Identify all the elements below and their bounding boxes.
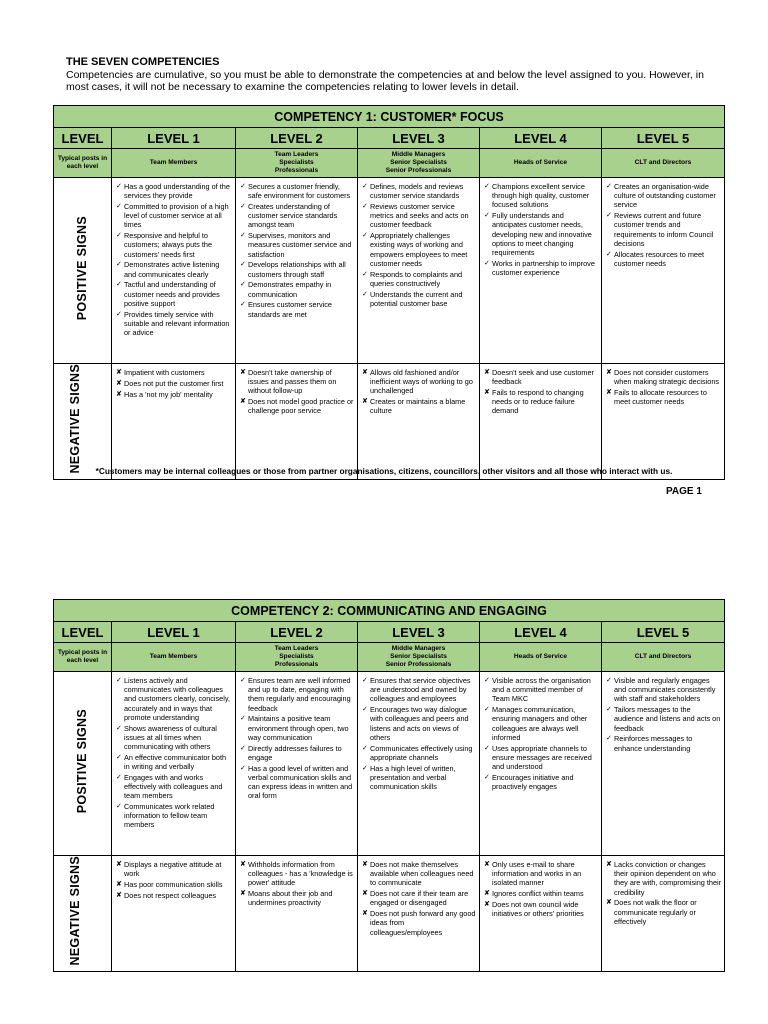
level-1-header: LEVEL 1 bbox=[112, 622, 236, 643]
positive-sign-item bbox=[606, 676, 721, 704]
positive-sign-item bbox=[484, 744, 598, 772]
level-3-header: LEVEL 3 bbox=[358, 128, 480, 149]
check-icon: ✓ bbox=[240, 764, 246, 772]
item-text: Listens actively and communicates with colleagues and customers clearly, concisely, accurately and in ways that promote understanding bbox=[124, 676, 230, 722]
item-text: Has poor communication skills bbox=[124, 880, 223, 889]
negative-sign-item bbox=[362, 397, 476, 415]
positive-sign-item bbox=[484, 705, 598, 742]
item-text: Demonstrates active listening and communicates clearly bbox=[124, 260, 220, 279]
cross-icon: ✘ bbox=[116, 881, 122, 888]
positive-sign-item bbox=[116, 231, 232, 259]
level-2-header: LEVEL 2 bbox=[236, 128, 358, 149]
item-text: Has a 'not my job' mentality bbox=[124, 389, 213, 399]
item-text: Develops relationships with all customers through staff bbox=[248, 260, 346, 279]
negative-sign-item bbox=[240, 889, 354, 907]
check-icon: ✓ bbox=[484, 677, 490, 684]
cross-icon: ✘ bbox=[484, 901, 490, 908]
item-text: Secures a customer friendly, safe environment for customers bbox=[248, 182, 351, 201]
post-title: Middle Managers bbox=[391, 645, 446, 652]
positive-sign-item bbox=[240, 300, 354, 318]
positive-sign-item bbox=[484, 182, 598, 210]
cross-icon: ✘ bbox=[484, 369, 490, 376]
cross-icon: ✘ bbox=[362, 398, 368, 406]
item-text: Fails to allocate resources to meet customer needs bbox=[614, 388, 707, 407]
check-icon: ✓ bbox=[362, 203, 368, 210]
post-title: Middle Managers bbox=[391, 151, 446, 158]
check-icon: ✓ bbox=[362, 290, 368, 298]
negative-sign-item bbox=[362, 909, 476, 937]
item-text: Tactful and understanding of customer needs and provides positive support bbox=[124, 280, 220, 308]
check-icon: ✓ bbox=[240, 183, 246, 190]
positive-sign-item bbox=[240, 260, 354, 278]
check-icon: ✓ bbox=[484, 773, 490, 781]
item-text: Ensures that service objectives are understood and owned by colleagues and employees bbox=[370, 676, 471, 704]
item-text: Understands the current and potential customer base bbox=[370, 289, 463, 308]
positive-sign-item bbox=[362, 744, 476, 762]
check-icon: ✓ bbox=[362, 764, 368, 772]
post-title: CLT and Directors bbox=[634, 653, 692, 660]
positive-sign-item bbox=[116, 724, 232, 752]
posts-label: Typical posts in each level bbox=[54, 643, 112, 672]
post-title: Specialists bbox=[279, 159, 314, 166]
item-text: Visible across the organisation and a committed member of Team MKC bbox=[492, 676, 591, 704]
positive-sign-item bbox=[116, 773, 232, 801]
level-2-posts bbox=[236, 643, 358, 672]
cross-icon: ✘ bbox=[606, 899, 612, 907]
positive-signs-level-1 bbox=[112, 178, 236, 364]
negative-signs-level-4 bbox=[480, 364, 602, 480]
item-text: Creates an organisation-wide culture of outstanding customer service bbox=[614, 182, 716, 210]
item-text: Reinforces messages to enhance understanding bbox=[614, 734, 693, 753]
negative-sign-item bbox=[116, 390, 232, 399]
check-icon: ✓ bbox=[240, 677, 246, 684]
positive-sign-item bbox=[240, 764, 354, 801]
negative-signs-label: NEGATIVE SIGNS bbox=[54, 856, 112, 972]
positive-sign-item bbox=[362, 202, 476, 230]
post-title: Professionals bbox=[274, 167, 319, 174]
negative-sign-item bbox=[240, 397, 354, 415]
negative-sign-item bbox=[240, 368, 354, 396]
check-icon: ✓ bbox=[116, 803, 122, 811]
item-text: An effective communicator both in writing and verbally bbox=[124, 752, 227, 772]
positive-sign-item bbox=[240, 676, 354, 713]
check-icon: ✓ bbox=[362, 183, 368, 190]
check-icon: ✓ bbox=[116, 310, 122, 318]
check-icon: ✓ bbox=[240, 203, 246, 210]
item-text: Maintains a positive team environment through open, two way communication bbox=[248, 714, 349, 742]
positive-sign-item bbox=[362, 270, 476, 288]
item-text: Creates or maintains a blame culture bbox=[370, 397, 466, 416]
post-title: Heads of Service bbox=[513, 159, 568, 166]
check-icon: ✓ bbox=[362, 744, 368, 752]
positive-sign-item bbox=[116, 202, 232, 230]
positive-sign-item bbox=[240, 744, 354, 762]
positive-sign-item bbox=[484, 259, 598, 277]
competency-table bbox=[53, 599, 725, 972]
page-number: PAGE 1 bbox=[666, 486, 702, 497]
positive-sign-item bbox=[362, 705, 476, 742]
item-text: Ensures team are well informed and up to date, engaging with them regularly and encouraging feedback bbox=[248, 676, 351, 713]
cross-icon: ✘ bbox=[240, 398, 246, 406]
level-3-header: LEVEL 3 bbox=[358, 622, 480, 643]
positive-sign-item bbox=[606, 211, 721, 248]
check-icon: ✓ bbox=[116, 677, 122, 684]
item-text: Fully understands and anticipates customer needs, developing new and innovative options to meet changing requirements bbox=[492, 211, 592, 258]
cross-icon: ✘ bbox=[116, 379, 122, 387]
negative-sign-item bbox=[240, 860, 354, 888]
cross-icon: ✘ bbox=[484, 389, 490, 396]
negative-signs-label: NEGATIVE SIGNS bbox=[54, 364, 112, 480]
negative-signs-level-5 bbox=[602, 856, 725, 972]
positive-sign-item bbox=[362, 231, 476, 268]
negative-sign-item bbox=[116, 379, 232, 388]
item-text: Creates understanding of customer service standards amongst team bbox=[248, 202, 338, 230]
check-icon: ✓ bbox=[484, 183, 490, 190]
posts-label: Typical posts in each level bbox=[54, 149, 112, 178]
item-text: Provides timely service with suitable and relevant information or advice bbox=[124, 309, 230, 338]
level-4-header: LEVEL 4 bbox=[480, 622, 602, 643]
check-icon: ✓ bbox=[362, 270, 368, 278]
check-icon: ✓ bbox=[116, 281, 122, 289]
positive-sign-item bbox=[606, 705, 721, 733]
negative-signs-level-1 bbox=[112, 856, 236, 972]
check-icon: ✓ bbox=[116, 183, 122, 190]
item-text: Has a high level of written, presentation and verbal communication skills bbox=[370, 763, 456, 792]
item-text: Directly addresses failures to engage bbox=[248, 743, 342, 762]
negative-sign-item bbox=[362, 368, 476, 396]
negative-signs-level-3 bbox=[358, 364, 480, 480]
positive-signs-level-4 bbox=[480, 178, 602, 364]
check-icon: ✓ bbox=[116, 773, 122, 781]
check-icon: ✓ bbox=[362, 232, 368, 240]
cross-icon: ✘ bbox=[362, 861, 368, 868]
item-text: Ignores conflict within teams bbox=[492, 889, 584, 899]
level-1-posts bbox=[112, 149, 236, 178]
check-icon: ✓ bbox=[362, 677, 368, 684]
cross-icon: ✘ bbox=[606, 861, 612, 868]
negative-sign-item bbox=[116, 860, 232, 878]
positive-sign-item bbox=[240, 231, 354, 259]
cross-icon: ✘ bbox=[362, 890, 368, 898]
item-text: Responds to complaints and queries constructively bbox=[370, 269, 463, 288]
cross-icon: ✘ bbox=[116, 891, 122, 899]
negative-sign-item bbox=[484, 388, 598, 416]
negative-signs-level-3 bbox=[358, 856, 480, 972]
item-text: Reviews current and future customer trends and requirements to inform Council decisions bbox=[614, 211, 714, 248]
post-title: Senior Specialists bbox=[390, 159, 447, 166]
item-text: Encourages initiative and proactively engages bbox=[492, 772, 574, 792]
level-header: LEVEL bbox=[54, 128, 112, 149]
competency-title: COMPETENCY 2: COMMUNICATING AND ENGAGING bbox=[54, 600, 725, 622]
negative-signs-level-5 bbox=[602, 364, 725, 480]
level-5-posts bbox=[602, 149, 725, 178]
check-icon: ✓ bbox=[484, 212, 490, 220]
check-icon: ✓ bbox=[116, 724, 122, 732]
item-text: Allocates resources to meet customer needs bbox=[614, 249, 705, 268]
item-text: Ensures customer service standards are met bbox=[248, 300, 332, 319]
positive-sign-item bbox=[116, 676, 232, 722]
positive-signs-level-3 bbox=[358, 672, 480, 856]
negative-sign-item bbox=[116, 368, 232, 377]
item-text: Lacks conviction or changes their opinion dependent on who they are with, compromising their credibility bbox=[614, 860, 722, 897]
level-4-posts bbox=[480, 149, 602, 178]
post-title: Team Members bbox=[149, 653, 198, 660]
cross-icon: ✘ bbox=[240, 890, 246, 898]
item-text: Doesn't seek and use customer feedback bbox=[492, 368, 594, 387]
check-icon: ✓ bbox=[484, 744, 490, 752]
positive-sign-item bbox=[116, 310, 232, 338]
level-2-posts bbox=[236, 149, 358, 178]
post-title: Heads of Service bbox=[513, 653, 568, 660]
check-icon: ✓ bbox=[240, 301, 246, 309]
cross-icon: ✘ bbox=[116, 369, 122, 376]
intro bbox=[66, 56, 716, 93]
cross-icon: ✘ bbox=[484, 861, 490, 868]
post-title: CLT and Directors bbox=[634, 159, 692, 166]
post-title: Specialists bbox=[279, 653, 314, 660]
positive-sign-item bbox=[240, 182, 354, 200]
positive-sign-item bbox=[606, 250, 721, 268]
item-text: Moans about their job and undermines proactivity bbox=[248, 889, 333, 908]
positive-sign-item bbox=[116, 280, 232, 308]
post-title: Senior Specialists bbox=[390, 653, 447, 660]
level-3-posts bbox=[358, 149, 480, 178]
level-5-header: LEVEL 5 bbox=[602, 622, 725, 643]
check-icon: ✓ bbox=[240, 744, 246, 752]
check-icon: ✓ bbox=[116, 203, 122, 210]
competency-table bbox=[53, 105, 725, 480]
positive-signs-level-3 bbox=[358, 178, 480, 364]
positive-sign-item bbox=[240, 280, 354, 298]
cross-icon: ✘ bbox=[362, 910, 368, 918]
intro-text: Competencies are cumulative, so you must be able to demonstrate the competencies at and below the level assigned to you. However, in most cases, it will not be necessary to examine the competencies relating to lower levels in detail. bbox=[66, 69, 704, 93]
cross-icon: ✘ bbox=[606, 389, 612, 396]
level-4-header: LEVEL 4 bbox=[480, 128, 602, 149]
item-text: Has a good level of written and verbal communication skills and can express ideas in written and oral form bbox=[248, 763, 353, 801]
check-icon: ✓ bbox=[240, 232, 246, 240]
item-text: Does not push forward any good ideas from colleagues/employees bbox=[370, 909, 476, 937]
post-title: Team Members bbox=[149, 159, 198, 166]
positive-signs-level-2 bbox=[236, 672, 358, 856]
item-text: Visible and regularly engages and communicates consistently with staff and stakeholders bbox=[614, 676, 716, 704]
competency-title: COMPETENCY 1: CUSTOMER* FOCUS bbox=[54, 106, 725, 128]
item-text: Impatient with customers bbox=[124, 368, 205, 377]
item-text: Allows old fashioned and/or inefficient ways of working to go unchallenged bbox=[370, 368, 473, 396]
level-5-posts bbox=[602, 643, 725, 672]
post-title: Team Leaders bbox=[274, 645, 319, 652]
negative-signs-level-1 bbox=[112, 364, 236, 480]
customer-footnote: *Customers may be internal colleagues or those from partner organisations, citizens, councillors, other visitors and all those who interact with us. bbox=[95, 466, 673, 476]
level-1-posts bbox=[112, 643, 236, 672]
check-icon: ✓ bbox=[606, 183, 612, 190]
item-text: Has a good understanding of the services they provide bbox=[124, 182, 230, 201]
item-text: Reviews customer service metrics and seeks and acts on customer feedback bbox=[370, 202, 469, 230]
item-text: Withholds information from colleagues - has a 'knowledge is power' attitude bbox=[248, 860, 353, 888]
negative-sign-item bbox=[362, 860, 476, 888]
negative-sign-item bbox=[484, 368, 598, 386]
cross-icon: ✘ bbox=[116, 861, 122, 868]
cross-icon: ✘ bbox=[484, 890, 490, 898]
item-text: Only uses e-mail to share information and works in an isolated manner bbox=[492, 860, 582, 888]
item-text: Does not care if their team are engaged or disengaged bbox=[370, 889, 469, 908]
item-text: Does not walk the floor or communicate regularly or effectively bbox=[614, 898, 697, 926]
item-text: Communicates effectively using appropriate channels bbox=[370, 743, 473, 762]
positive-signs-level-1 bbox=[112, 672, 236, 856]
item-text: Does not own council wide initiatives or others' priorities bbox=[492, 900, 584, 919]
positive-signs-level-5 bbox=[602, 672, 725, 856]
cross-icon: ✘ bbox=[116, 390, 122, 398]
negative-sign-item bbox=[116, 880, 232, 889]
item-text: Manages communication, ensuring managers and other colleagues are always well informed bbox=[492, 705, 588, 742]
post-title: Team Leaders bbox=[274, 151, 319, 158]
check-icon: ✓ bbox=[362, 706, 368, 714]
negative-sign-item bbox=[116, 891, 232, 900]
intro-title: THE SEVEN COMPETENCIES bbox=[66, 56, 220, 68]
level-3-posts bbox=[358, 643, 480, 672]
positive-sign-item bbox=[606, 734, 721, 752]
positive-sign-item bbox=[240, 202, 354, 230]
post-title: Professionals bbox=[274, 661, 319, 668]
check-icon: ✓ bbox=[606, 706, 612, 714]
level-header: LEVEL bbox=[54, 622, 112, 643]
positive-sign-item bbox=[484, 676, 598, 704]
check-icon: ✓ bbox=[606, 212, 612, 220]
negative-sign-item bbox=[606, 368, 721, 386]
check-icon: ✓ bbox=[606, 677, 612, 684]
positive-signs-label: POSITIVE SIGNS bbox=[54, 178, 112, 364]
item-text: Does not respect colleagues bbox=[124, 890, 217, 900]
check-icon: ✓ bbox=[116, 753, 122, 761]
negative-sign-item bbox=[484, 860, 598, 888]
check-icon: ✓ bbox=[116, 232, 122, 240]
positive-signs-level-2 bbox=[236, 178, 358, 364]
item-text: Fails to respond to changing needs or to reduce failure demand bbox=[492, 388, 584, 416]
item-text: Displays a negative attitude at work bbox=[124, 860, 222, 879]
check-icon: ✓ bbox=[240, 281, 246, 289]
item-text: Shows awareness of cultural issues at all times when communicating with others bbox=[124, 723, 217, 752]
item-text: Doesn't take ownership of issues and passes them on without follow-up bbox=[248, 368, 337, 396]
item-text: Defines, models and reviews customer service standards bbox=[370, 182, 464, 201]
item-text: Does not make themselves available when colleagues need to communicate bbox=[370, 860, 474, 888]
negative-sign-item bbox=[484, 889, 598, 898]
check-icon: ✓ bbox=[484, 706, 490, 714]
level-5-header: LEVEL 5 bbox=[602, 128, 725, 149]
negative-sign-item bbox=[606, 860, 721, 897]
positive-sign-item bbox=[116, 182, 232, 200]
positive-sign-item bbox=[240, 714, 354, 742]
positive-sign-item bbox=[116, 260, 232, 278]
negative-signs-level-4 bbox=[480, 856, 602, 972]
item-text: Does not model good practice or challenge poor service bbox=[248, 397, 354, 416]
positive-sign-item bbox=[362, 764, 476, 792]
item-text: Does not consider customers when making strategic decisions bbox=[614, 368, 720, 387]
level-1-header: LEVEL 1 bbox=[112, 128, 236, 149]
item-text: Engages with and works effectively with colleagues and team members bbox=[124, 772, 223, 801]
positive-sign-item bbox=[362, 182, 476, 200]
negative-sign-item bbox=[362, 889, 476, 907]
check-icon: ✓ bbox=[240, 261, 246, 269]
item-text: Responsive and helpful to customers; always puts the customers' needs first bbox=[124, 231, 213, 259]
positive-signs-level-4 bbox=[480, 672, 602, 856]
item-text: Tailors messages to the audience and listens and acts on feedback bbox=[614, 705, 721, 733]
negative-signs-level-2 bbox=[236, 856, 358, 972]
positive-sign-item bbox=[362, 290, 476, 308]
item-text: Does not put the customer first bbox=[124, 378, 224, 388]
item-text: Uses appropriate channels to ensure messages are received and understood bbox=[492, 743, 592, 772]
post-title: Senior Professionals bbox=[385, 661, 452, 668]
cross-icon: ✘ bbox=[606, 369, 612, 376]
item-text: Champions excellent service through high quality, customer focused solutions bbox=[492, 182, 590, 210]
item-text: Encourages two way dialogue with colleagues and peers and listens and acts on views of others bbox=[370, 705, 469, 742]
positive-sign-item bbox=[116, 753, 232, 771]
check-icon: ✓ bbox=[484, 259, 490, 267]
negative-signs-level-2 bbox=[236, 364, 358, 480]
negative-sign-item bbox=[484, 900, 598, 918]
level-2-header: LEVEL 2 bbox=[236, 622, 358, 643]
positive-sign-item bbox=[606, 182, 721, 210]
positive-signs-label: POSITIVE SIGNS bbox=[54, 672, 112, 856]
level-4-posts bbox=[480, 643, 602, 672]
item-text: Appropriately challenges existing ways of working and empowers employees to meet customer needs bbox=[370, 231, 468, 268]
item-text: Supervises, monitors and measures customer service and satisfaction bbox=[248, 231, 352, 259]
positive-sign-item bbox=[116, 802, 232, 830]
positive-sign-item bbox=[484, 211, 598, 257]
cross-icon: ✘ bbox=[240, 861, 246, 868]
item-text: Demonstrates empathy in communication bbox=[248, 280, 332, 299]
cross-icon: ✘ bbox=[362, 369, 368, 376]
negative-sign-item bbox=[606, 898, 721, 926]
check-icon: ✓ bbox=[116, 261, 122, 269]
positive-sign-item bbox=[484, 773, 598, 791]
check-icon: ✓ bbox=[240, 715, 246, 723]
check-icon: ✓ bbox=[606, 250, 612, 258]
check-icon: ✓ bbox=[606, 735, 612, 743]
post-title: Senior Professionals bbox=[385, 167, 452, 174]
item-text: Communicates work related information to fellow team members bbox=[124, 802, 215, 830]
negative-sign-item bbox=[606, 388, 721, 406]
item-text: Committed to provision of a high level of customer service at all times bbox=[124, 202, 229, 230]
positive-sign-item bbox=[362, 676, 476, 704]
positive-signs-level-5 bbox=[602, 178, 725, 364]
item-text: Works in partnership to improve customer experience bbox=[492, 258, 595, 278]
cross-icon: ✘ bbox=[240, 369, 246, 376]
